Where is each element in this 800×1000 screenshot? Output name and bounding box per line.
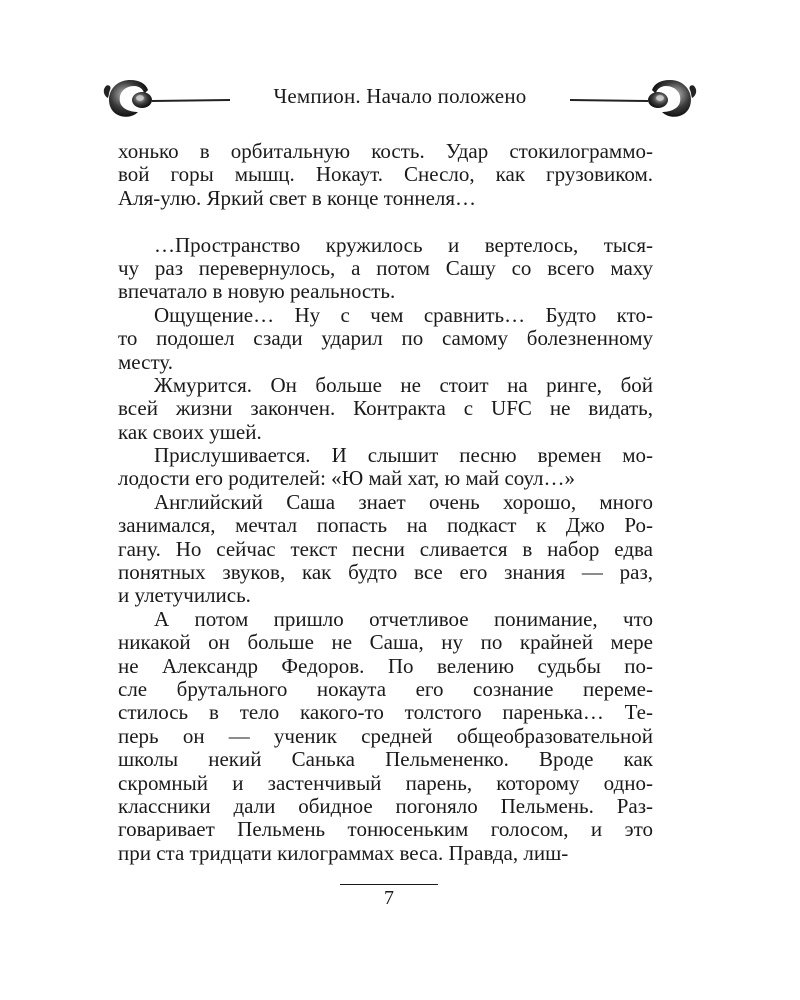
text-line: хонько в орбитальную кость. Удар стокилограммо- (118, 139, 653, 163)
text-line: занимался, мечтал попасть на подкаст к Джо Ро- (118, 513, 653, 538)
text-line: перь он — ученик средней общеобразовательной (118, 723, 653, 748)
text-line: месту. (118, 349, 174, 374)
text-line: как своих ушей. (118, 419, 262, 444)
paragraph (118, 608, 653, 865)
text-line: чу раз перевернулось, а потом Сашу со всего маху (118, 255, 653, 280)
text-line: скромный и застенчивый парень, которому одно- (118, 770, 653, 795)
text-line: Ощущение… Ну с чем сравнить… Будто кто- (154, 302, 653, 327)
text-line: впечатало в новую реальность. (118, 279, 396, 304)
text-line: никакой он больше не Саша, ну по крайней мере (118, 630, 653, 655)
page-number: 7 (384, 887, 394, 909)
section-break (118, 210, 653, 233)
folio-rule (340, 884, 438, 885)
text-line: Прислушивается. И слышит песню времен мо- (154, 443, 653, 468)
text-line: Жмурится. Он больше не стоит на ринге, бой (154, 372, 653, 397)
text-line: и улетучились. (118, 583, 251, 608)
text-line: Английский Саша знает очень хорошо, много (154, 489, 653, 514)
text-line: говаривает Пельмень тонюсеньким голосом, и это (118, 817, 653, 842)
text-line: гану. Но сейчас текст песни сливается в набор едва (118, 536, 653, 561)
text-line: то подошел сзади ударил по самому болезненному (118, 326, 653, 351)
text-line: классники дали обидное погоняло Пельмень. Раз- (118, 793, 653, 818)
paragraph (118, 491, 653, 608)
text-line: всей жизни закончен. Контракта с UFC не видать, (118, 396, 653, 421)
text-line: понятных звуков, как будто все его знания — раз, (118, 560, 653, 585)
paragraph (118, 444, 653, 491)
text-line: Аля-улю. Яркий свет в конце тоннеля… (118, 185, 477, 210)
running-head (100, 68, 700, 128)
text-line: …Пространство кружилось и вертелось, тыся- (154, 232, 653, 257)
body-text (118, 140, 653, 865)
paragraph (118, 234, 653, 304)
text-line: при ста тридцати килограммах веса. Правда, лиш- (118, 840, 569, 865)
text-line: сле брутального нокаута его сознание переме- (118, 676, 653, 701)
running-title: Чемпион. Начало положено (273, 84, 527, 108)
paragraph (118, 304, 653, 374)
text-line: А потом пришло отчетливое понимание, что (154, 606, 653, 631)
right-ornament-icon (560, 68, 700, 128)
text-line: не Александр Федоров. По велению судьбы по- (118, 653, 653, 678)
text-line: лодости его родителей: «Ю май хат, ю май соул…» (118, 466, 576, 491)
paragraph (118, 140, 653, 210)
text-line: вой горы мышц. Нокаут. Снесло, как грузовиком. (118, 162, 653, 187)
paragraph (118, 374, 653, 444)
text-line: стилось в тело какого-то толстого паренька… Те- (118, 700, 653, 725)
text-line: школы некий Санька Пельмененко. Вроде как (118, 747, 653, 772)
